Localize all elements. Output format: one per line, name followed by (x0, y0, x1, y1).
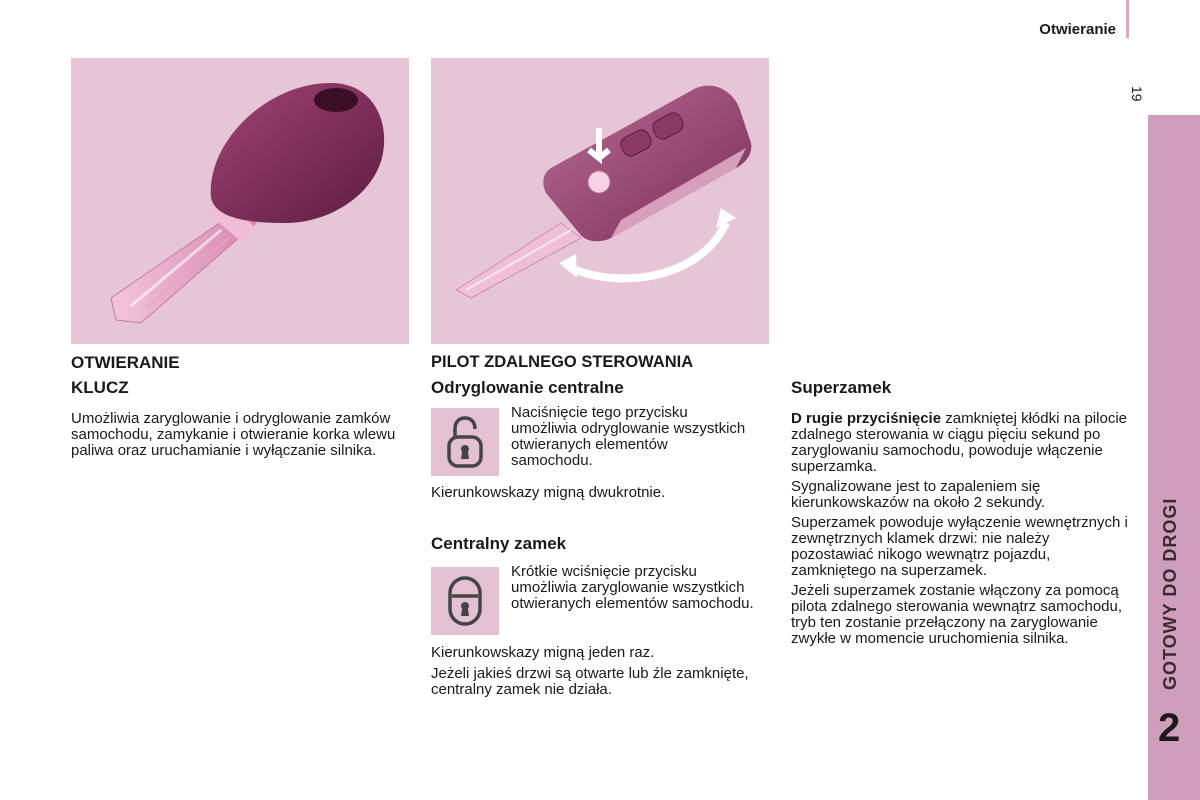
chapter-number: 2 (1158, 706, 1181, 750)
subheading-superzamek: Superzamek (791, 378, 892, 397)
lock-icon-box (431, 567, 499, 635)
header-divider (1126, 0, 1129, 38)
superzamek-p1 (791, 411, 1136, 475)
section-heading-otwieranie: OTWIERANIE (71, 353, 180, 372)
superzamek-p4: Jeżeli superzamek zostanie włączony za pomocą pilota zdalnego sterowania wewnątrz samochodu, tryb ten zostanie przełączony na zaryglowanie zwykłe w momencie uruchomienia silnika. (791, 582, 1123, 647)
subheading-lock: Centralny zamek (431, 534, 567, 553)
unlock-note: Kierunkowskazy migną dwukrotnie. (431, 484, 666, 501)
key-illustration (71, 58, 409, 344)
section-title: Otwieranie (1039, 21, 1116, 38)
unlock-icon-box (431, 408, 499, 476)
subheading-klucz: KLUCZ (71, 378, 129, 397)
page-number: 19 (1129, 86, 1145, 102)
padlock-closed-icon (445, 574, 485, 628)
lock-description: Krótkie wciśnięcie przycisku umożliwia zaryglowanie wszystkich otwieranych elementów samochodu. (511, 563, 754, 612)
lock-note-1: Kierunkowskazy migną jeden raz. (431, 644, 655, 661)
subheading-unlock: Odryglowanie centralne (431, 378, 624, 397)
key-description: Umożliwia zaryglowanie i odryglowanie zamków samochodu, zamykanie i otwieranie korka wlewu paliwa oraz uruchamianie i wyłączanie silnika. (71, 410, 396, 459)
superzamek-p3: Superzamek powoduje wyłączenie wewnętrznych i zewnętrznych klamek drzwi: nie należy pozostawiać nikogo wewnątrz pojazdu, zamkniętego na superzamek. (791, 514, 1128, 579)
remote-illustration (431, 58, 769, 344)
superzamek-p1-rest: zamkniętej kłódki na pilocie zdalnego sterowania w ciągu pięciu sekund po zaryglowaniu samochodu, powoduje włączenie superzamka. (791, 410, 1127, 475)
remote-image (431, 58, 769, 344)
key-image (71, 58, 409, 344)
chapter-label: GOTOWY DO DROGI (1160, 497, 1180, 690)
superzamek-p1-bold: D rugie przyciśnięcie (791, 410, 942, 427)
section-heading-pilot: PILOT ZDALNEGO STEROWANIA (431, 353, 694, 371)
padlock-open-icon (445, 415, 485, 469)
superzamek-p2: Sygnalizowane jest to zapaleniem się kierunkowskazów na około 2 sekundy. (791, 478, 1046, 511)
unlock-description: Naciśnięcie tego przycisku umożliwia odryglowanie wszystkich otwieranych elementów samochodu. (511, 404, 746, 469)
lock-note-2: Jeżeli jakieś drzwi są otwarte lub źle zamknięte, centralny zamek nie działa. (431, 665, 749, 698)
superzamek-text (791, 411, 1136, 647)
